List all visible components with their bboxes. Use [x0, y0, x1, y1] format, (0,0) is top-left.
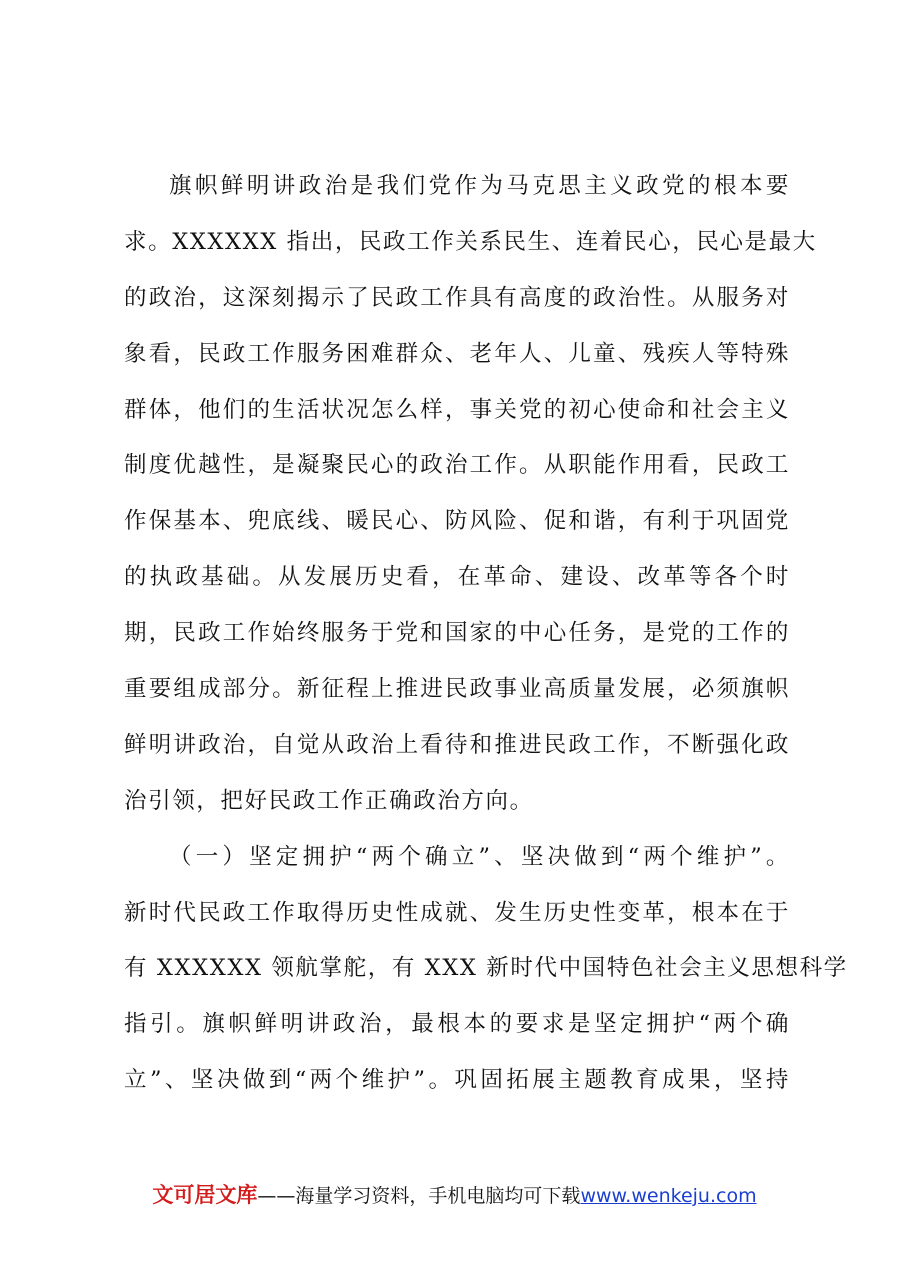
paragraph-line: 群体，他们的生活状况怎么样，事关党的初心使命和社会主义	[124, 396, 790, 423]
paragraph-line: 新时代民政工作取得历史性成就、发生历史性变革，根本在于	[124, 899, 790, 926]
paragraph-line: 指引。旗帜鲜明讲政治，最根本的要求是坚定拥护“两个确	[124, 1011, 790, 1038]
footer-brand: 文可居文库	[152, 1183, 258, 1207]
paragraph-line: 的执政基础。从发展历史看，在革命、建设、改革等各个时	[124, 564, 790, 591]
paragraph-line: 作保基本、兜底线、暖民心、防风险、促和谐，有利于巩固党	[124, 508, 790, 535]
paragraph-line: 求。XXXXXX 指出，民政工作关系民生、连着民心，民心是最大	[124, 228, 817, 255]
paragraph-line: 立”、坚决做到“两个维护”。巩固拓展主题教育成果，坚持	[124, 1067, 790, 1094]
paragraph-line: 旗帜鲜明讲政治是我们党作为马克思主义政党的根本要	[169, 173, 790, 199]
paragraph-line: 的政治，这深刻揭示了民政工作具有高度的政治性。从服务对	[124, 284, 790, 311]
document-body	[124, 166, 848, 1116]
footer-website-link[interactable]: www.wenkeju.com	[580, 1185, 757, 1207]
paragraph-line: 有 XXXXXX 领航掌舵，有 XXX 新时代中国特色社会主义思想科学	[124, 955, 848, 982]
paragraph-line: 鲜明讲政治，自觉从政治上看待和推进民政工作，不断强化政	[124, 731, 790, 758]
paragraph-line: 制度优越性，是凝聚民心的政治工作。从职能作用看，民政工	[124, 452, 790, 479]
page-footer	[0, 1180, 909, 1211]
footer-slogan: ——海量学习资料，手机电脑均可下载	[257, 1185, 581, 1207]
paragraph-line: 重要组成部分。新征程上推进民政事业高质量发展，必须旗帜	[124, 676, 790, 703]
paragraph-line: 象看，民政工作服务困难群众、老年人、儿童、残疾人等特殊	[124, 340, 790, 367]
paragraph-line: 期，民政工作始终服务于党和国家的中心任务，是党的工作的	[124, 620, 790, 647]
paragraph-line: 治引领，把好民政工作正确政治方向。	[124, 787, 534, 814]
section-heading-line: （一）坚定拥护“两个确立”、坚决做到“两个维护”。	[169, 843, 790, 870]
